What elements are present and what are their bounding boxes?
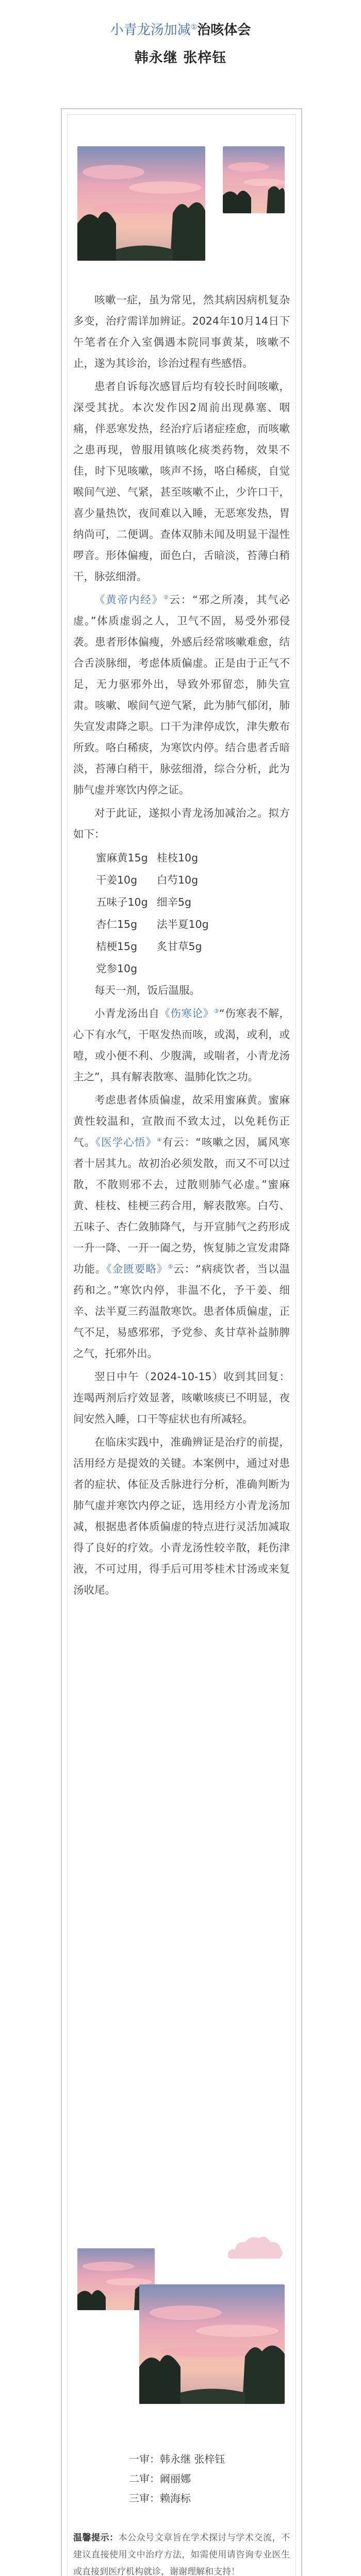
disclaimer-text: 本公众号文章旨在学术探讨与学术交流，不建议直接使用文中治疗方法，如需使用请咨询专业医生或直接到医疗机构就诊，谢谢理解和支持！	[73, 2533, 290, 2576]
herb-item: 细辛5g	[157, 896, 192, 908]
reviewer-first: 一审：韩永继 张梓钰	[129, 2453, 225, 2465]
herb-item: 桂枝10g	[157, 852, 199, 864]
paragraph-analysis	[73, 589, 290, 801]
disclaimer	[73, 2530, 290, 2576]
cloud-decoration	[227, 2233, 284, 2264]
ref-shanghan-lun: 《伤寒论》	[159, 1007, 214, 1020]
prescription-row	[96, 936, 290, 958]
ref-huangdi-neijing: 《黄帝内经》	[94, 594, 163, 606]
title-blue-part: 小青龙汤加减	[110, 22, 191, 38]
herb-item: 干姜10g	[96, 874, 138, 886]
analysis-text: 云：“邪之所凑，其气必虚。”体质虚弱之人，卫气不固，易受外邪侵袭。患者形体偏瘦，外感后经常咳嗽难愈，结合舌淡脉细，考虑体质偏虚。正是由于正气不足，无力驱邪外出，导致外邪留恋，肺失宣肃。咳嗽、喉间气逆气紧，此为肺气郁闭，肺失宣发肃降之职。口干为津停成饮，津失敷布所致。咯白稀痰，为寒饮内停。结合患者舌暗淡，苔薄白稍干，脉弦细滑，综合分析，此为肺气虚并寒饮内停之证。	[73, 594, 290, 796]
herb-item: 炙甘草5g	[157, 940, 202, 953]
formula-text-b: “伤寒表不解，心下有水气，干呕发热而咳，或渴，或利，或噎，或小便不利、少腹满，或喘者，小青龙汤主之”，具有解表散寒、温肺化饮之功。	[73, 1007, 290, 1083]
prescription-row	[96, 869, 290, 891]
ref-mark-2: ②	[163, 594, 170, 601]
ref-yixue-xinwu: 《医学心悟》	[95, 1136, 157, 1148]
herb-item: 蜜麻黄15g	[96, 852, 148, 864]
herb-item: 五味子10g	[96, 896, 148, 908]
prescription-row	[96, 891, 290, 913]
sunset-photo-left	[77, 146, 205, 261]
page-header	[0, 18, 361, 66]
herb-item: 杏仁15g	[96, 918, 138, 930]
reviewer-third: 三审：赖海标	[129, 2492, 191, 2504]
herb-item: 白芍10g	[157, 874, 199, 886]
paragraph-herb-rationale	[73, 1090, 290, 1364]
disclaimer-label: 温馨提示：	[73, 2533, 119, 2543]
paragraph-follow-up: 翌日中午（2024-10-15）收到其回复：连喝两剂后疗效显著，咳嗽咳痰已不明显，夜间安然入睡，口干等症状也有所减轻。	[73, 1370, 290, 1425]
article-authors: 韩永继 张梓钰	[134, 49, 227, 66]
rationale-text-a: 考虑患者体质偏虚，故采用蜜麻黄。蜜麻黄性较温和，宣散而不致太过，以免耗伤正气。	[73, 1094, 290, 1148]
article-body	[73, 290, 290, 1603]
herb-item: 桔梗15g	[96, 940, 138, 953]
paragraph-prescription-intro: 对于此证，遂拟小青龙汤加减治之。拟方如下：	[73, 807, 290, 840]
paragraph-dosage: 每天一剂，饭后温服。	[94, 984, 200, 996]
sunset-photo-right	[223, 146, 285, 213]
paragraph-conclusion: 在临床实践中，准确辨证是治疗的前提，活用经方是提效的关键。本案例中，通过对患者的症状、体征及舌脉进行分析，准确判断为肺气虚并寒饮内停之证，选用经方小青龙汤加减，根据患者体质偏虚的特点进行灵活加减取得了良好的疗效。小青龙汤性较辛散，耗伤津液，不可过用，得手后可用苓桂术甘汤或来复汤收尾。	[73, 1436, 290, 1596]
rationale-text-c: 云：“病痰饮者，当以温药和之。”寒饮内停，非温不化，予干姜、细辛、法半夏三药温散寒饮。患者体质偏虚，正气不足，易感邪邪，予党参、炙甘草补益肺脾之气，托邪外出。	[73, 1263, 290, 1360]
paragraph-intro: 咳嗽一症，虽为常见，然其病因病机复杂多变，治疗需详加辨证。2024年10月14日下午笔者在介入室偶遇本院同事黄某，咳嗽不止，遂为其诊治，诊治过程有些感悟。	[73, 294, 290, 369]
formula-text-a: 小青龙汤出自	[94, 1007, 160, 1020]
article-title	[0, 18, 361, 40]
reviewers-block	[73, 2449, 290, 2508]
prescription-row	[96, 958, 290, 980]
ref-mark-4: ④	[156, 1137, 162, 1144]
title-black-part: 治咳体会	[197, 22, 251, 38]
ref-mark-5: ⑤	[168, 1263, 174, 1270]
ref-jingui-yaolue: 《金匮要略》	[106, 1263, 168, 1275]
title-footnote-mark: ①	[190, 23, 198, 31]
prescription-row	[96, 913, 290, 936]
rationale-text-b: 有云：“咳嗽之因，属风寒者十居其九。故初治必须发散，而又不可以过散，不散则邪不去，过散则肺气必虚。”蜜麻黄、桂枝、桂梗三药合用，解表散寒。白芍、五味子、杏仁敛肺降气，与开宣肺气之药形成一升一降、一开一阖之势，恢复肺之宣发肃降功能。	[73, 1136, 290, 1275]
prescription-row	[96, 847, 290, 869]
paragraph-formula-source	[73, 1003, 290, 1088]
prescription-list	[73, 847, 290, 980]
herb-item: 法半夏10g	[157, 918, 209, 930]
sunset-photo-bottom-large	[139, 2284, 285, 2404]
ref-mark-3: ③	[214, 1008, 220, 1015]
paragraph-case: 患者自诉每次感冒后均有较长时间咳嗽，深受其扰。本次发作因2周前出现鼻塞、咽痛，伴恶寒发热，经治疗后诸症痊愈，而咳嗽之患再现，曾服用镇咳化痰类药物，效果不佳，时下见咳嗽，咳声不扬，咯白稀痰，自觉喉间气逆、气紧，甚至咳嗽不止，少许口干，喜少量热饮，夜间难以入睡，无恶寒发热，胃纳尚可，二便调。查体双肺未闻及明显干湿性啰音。形体偏瘦，面色白，舌暗淡，苔薄白稍干，脉弦细滑。	[73, 380, 290, 583]
reviewer-second: 二审：阚丽娜	[129, 2472, 191, 2485]
herb-item: 党参10g	[96, 962, 138, 975]
